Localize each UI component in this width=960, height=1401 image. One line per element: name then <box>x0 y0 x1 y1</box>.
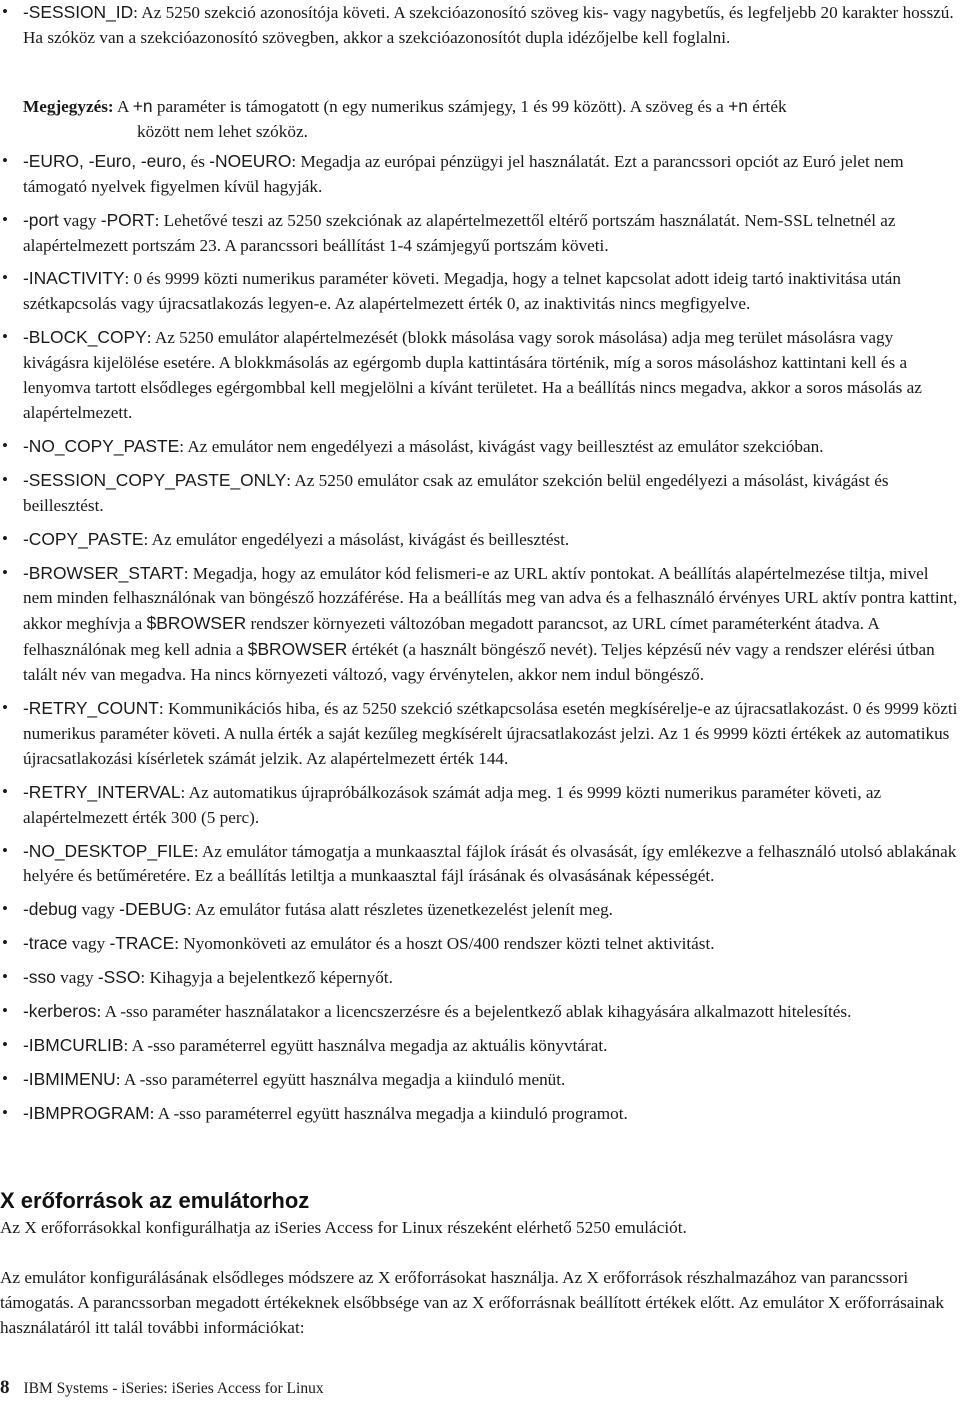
option-description: : Az 5250 emulátor alapértelmezését (blokk másolása vagy sorok másolása) adja meg terület másolásra vagy kivágásra kijelölése esetére. A blokkmásolás az egérgomb dupla kattintására történik, míg a soros másoláshoz kattintani kell és a lenyomva tartott elsődleges egérgombbal kell megjelölni a kívánt területet. Ha a beállítás nincs megadva, akkor a soros másolás az alapértelmezett. <box>23 328 922 422</box>
content-continuation <box>0 76 958 1127</box>
option-description: vagy <box>67 934 110 954</box>
bullet-icon: • <box>2 268 8 288</box>
list-item <box>0 561 958 689</box>
bullet-icon: • <box>2 781 8 801</box>
option-name: -debug <box>23 899 78 920</box>
note <box>0 94 958 145</box>
bullet-icon: • <box>2 150 8 170</box>
section-paragraph: Az emulátor konfigurálásának elsődleges módszere az X erőforrásokat használja. Az X erőforrások részhalmazához van parancssori támogatás. A parancssorban megadott értékeknek elsőbbsége van az X erőforrásnak beállított értékek előtt. Az emulátor X erőforrásainak használatáról itt talál további információkat: <box>0 1268 944 1337</box>
option-name: -COPY_PASTE <box>23 528 144 549</box>
bullet-icon: • <box>2 469 8 489</box>
option-list-continued <box>0 149 958 1127</box>
bullet-icon: • <box>2 528 8 548</box>
option-description: : Az emulátor futása alatt részletes üzenetkezelést jelenít meg. <box>186 900 613 920</box>
note-line1 <box>23 97 787 116</box>
bullet-icon: • <box>2 698 8 718</box>
section-heading: X erőforrások az emulátorhoz <box>0 1188 310 1213</box>
list-item <box>0 965 958 991</box>
option-name: -NO_DESKTOP_FILE <box>23 840 194 861</box>
list-item <box>0 1101 958 1127</box>
option-name: -SESSION_COPY_PASTE_ONLY <box>23 469 287 490</box>
option-list <box>0 0 958 51</box>
page-number: 8 <box>0 1377 10 1398</box>
list-item <box>0 931 958 957</box>
list-item <box>0 999 958 1025</box>
option-description: : Kihagyja a bejelentkező képernyőt. <box>140 968 393 988</box>
option-description: : Az 5250 emulátor csak az emulátor szekción belül engedélyezi a másolást, kivágást és beillesztést. <box>23 470 889 515</box>
footer-text: IBM Systems - iSeries: iSeries Access for Linux <box>23 1380 324 1397</box>
option-description: : Kommunikációs hiba, és az 5250 szekció szétkapcsolása esetén megkísérelje-e az újracsatlakozást. 0 és 9999 közti numerikus paraméter követi. A nulla érték a saját kezűleg megkísérelt újracsatlakozást jelzi. Az 1 és 9999 közti értékek az automatikus újracsatlakozási kísérletek számát jelzik. Az alapértelmezett érték 144. <box>23 699 958 768</box>
option-name: -BROWSER_START <box>23 562 184 583</box>
note-option: +n <box>132 96 153 116</box>
list-item <box>0 434 958 460</box>
option-description: : Az emulátor nem engedélyezi a másolást, kivágást vagy beillesztést az emulátor szekcióban. <box>179 436 824 456</box>
option-name: -INACTIVITY <box>23 268 125 289</box>
bullet-icon: • <box>2 1068 8 1088</box>
option-description: értékét (a használt böngésző nevét). Teljes képzésű név vagy a rendszer elérési útban talált név van megadva. Ha nincs környezeti változó, vagy érvénytelen, akkor nem indul böngésző. <box>23 640 935 685</box>
option-name: -IBMIMENU <box>23 1068 116 1089</box>
bullet-icon: • <box>2 435 8 455</box>
bullet-icon: • <box>2 1001 8 1021</box>
note-line2: között nem lehet szóköz. <box>137 121 308 141</box>
note-text: érték <box>747 97 787 116</box>
option-name: -DEBUG <box>119 899 187 920</box>
option-description: : Megadja az európai pénzügyi jel használatát. Ezt a parancssori opciót az Euró jelet nem támogató nyelvek figyelmen kívül hagyják. <box>23 151 904 196</box>
list-item <box>0 897 958 923</box>
option-name: -IBMPROGRAM <box>23 1102 150 1123</box>
list-item <box>0 266 958 317</box>
option-name: -SESSION_ID <box>23 2 134 22</box>
bullet-icon: • <box>2 2 8 21</box>
option-description: : Nyomonköveti az emulátor és a hoszt OS/400 rendszer közti telnet aktivitást. <box>174 934 715 954</box>
bullet-icon: • <box>2 967 8 987</box>
option-description: : Az emulátor támogatja a munkaasztal fájlok írását és olvasását, így emlékezve a felhasználó utolsó ablakának helyére és betűméretére. Ez a beállítás letiltja a munkaasztal fájl írásának és olvasásának képességét. <box>23 841 957 886</box>
option-name: -RETRY_COUNT <box>23 698 159 719</box>
bullet-icon: • <box>2 1035 8 1054</box>
note-text: A <box>113 97 133 116</box>
option-name: -kerberos <box>23 1001 97 1022</box>
option-description: vagy <box>55 968 98 988</box>
list-item <box>0 0 958 51</box>
option-description: rendszer környezeti változóban megadott parancsot, az URL címet paraméterként átadva. A felhasználónak meg kell adnia a <box>23 614 879 660</box>
list-item <box>0 325 958 426</box>
bullet-icon: • <box>2 933 8 953</box>
option-name: -RETRY_INTERVAL <box>23 781 181 802</box>
option-description: és <box>186 151 210 171</box>
option-name: -SSO <box>97 967 141 988</box>
option-description: : Az automatikus újrapróbálkozások számát adja meg. 1 és 9999 közti numerikus paraméter követi, az alapértelmezett érték 300 (5 perc). <box>23 782 882 827</box>
option-description: : A -sso paraméterrel együtt használva megadja a kiinduló programot. <box>149 1103 628 1123</box>
section-paragraph: Az X erőforrásokkal konfigurálhatja az iSeries Access for Linux részeként elérhető 5250 emulációt. <box>0 1218 687 1237</box>
list-item <box>0 208 958 259</box>
bullet-icon: • <box>2 562 8 582</box>
list-item <box>0 780 958 831</box>
bullet-icon: • <box>2 840 8 860</box>
option-name: -PORT <box>100 209 155 230</box>
list-item <box>0 839 958 890</box>
option-description: : Az 5250 szekció azonosítója követi. A szekcióazonosító szöveg kis- vagy nagybetűs, és legfeljebb 20 karakter hosszú. Ha szóköz van a szekcióazonosító szövegben, akkor a szekcióazonosítót dupla idézőjelbe kell foglalni. <box>23 3 954 47</box>
option-description: vagy <box>58 210 101 230</box>
bullet-icon: • <box>2 327 8 347</box>
option-description: : 0 és 9999 közti numerikus paraméter követi. Megadja, hogy a telnet kapcsolat adott ideig tartó inaktivitása után szétkapcsolás vagy újracsatlakozás legyen-e. Az alapértelmezett érték 0, az inaktivitás nincs megfigyelve. <box>23 269 902 314</box>
option-name: -port <box>23 209 59 230</box>
note-text: paraméter is támogatott (n egy numerikus számjegy, 1 és 99 között). A szöveg és a <box>152 97 729 116</box>
list-item <box>0 527 958 553</box>
list-item <box>0 468 958 519</box>
option-name: -TRACE <box>109 933 175 954</box>
page-footer <box>0 1378 324 1399</box>
option-description: : A -sso paraméter használatakor a licencszerzésre és a bejelentkező ablak kihagyására alkalmazott hitelesítés. <box>96 1002 852 1022</box>
option-name: -trace <box>23 933 68 954</box>
option-name: -BLOCK_COPY <box>23 327 147 348</box>
option-name: -IBMCURLIB <box>23 1035 124 1055</box>
option-name: -EURO, -Euro, -euro, <box>23 150 187 171</box>
option-name: $BROWSER <box>247 639 348 660</box>
option-name: -sso <box>23 967 56 988</box>
option-name: -NOEURO <box>209 150 292 171</box>
note-label: Megjegyzés: <box>23 97 114 116</box>
option-description: : A -sso paraméterrel együtt használva megadja a kiinduló menüt. <box>115 1069 566 1089</box>
option-description: : Az emulátor engedélyezi a másolást, kivágást és beillesztést. <box>143 529 570 549</box>
option-description: : Megadja, hogy az emulátor kód felismeri-e az URL aktív pontokat. A beállítás alapértelmezése tiltja, mivel nem minden felhasználónak van böngésző hozzáférése. Ha a beállítás meg van adva és a felhasználó érvényes URL aktív pontra kattint, akkor meghívja a <box>23 563 958 634</box>
option-description: : Lehetővé teszi az 5250 szekciónak az alapértelmezettől eltérő portszám használatát. Nem-SSL telnetnél az alapértelmezett portszám 23. A parancssori beállítást 1-4 számjegyű portszám követi. <box>23 210 896 255</box>
list-item <box>0 696 958 772</box>
option-description: : A -sso paraméterrel együtt használva megadja az aktuális könyvtárat. <box>123 1036 608 1055</box>
option-name: -NO_COPY_PASTE <box>23 435 180 456</box>
bullet-icon: • <box>2 209 8 229</box>
list-item <box>0 1033 958 1059</box>
list-item <box>0 1067 958 1093</box>
note-option: +n <box>728 96 748 116</box>
bullet-icon: • <box>2 1102 8 1122</box>
list-item <box>0 149 958 200</box>
option-name: $BROWSER <box>146 613 247 634</box>
option-description: vagy <box>77 900 120 920</box>
bullet-icon: • <box>2 899 8 919</box>
